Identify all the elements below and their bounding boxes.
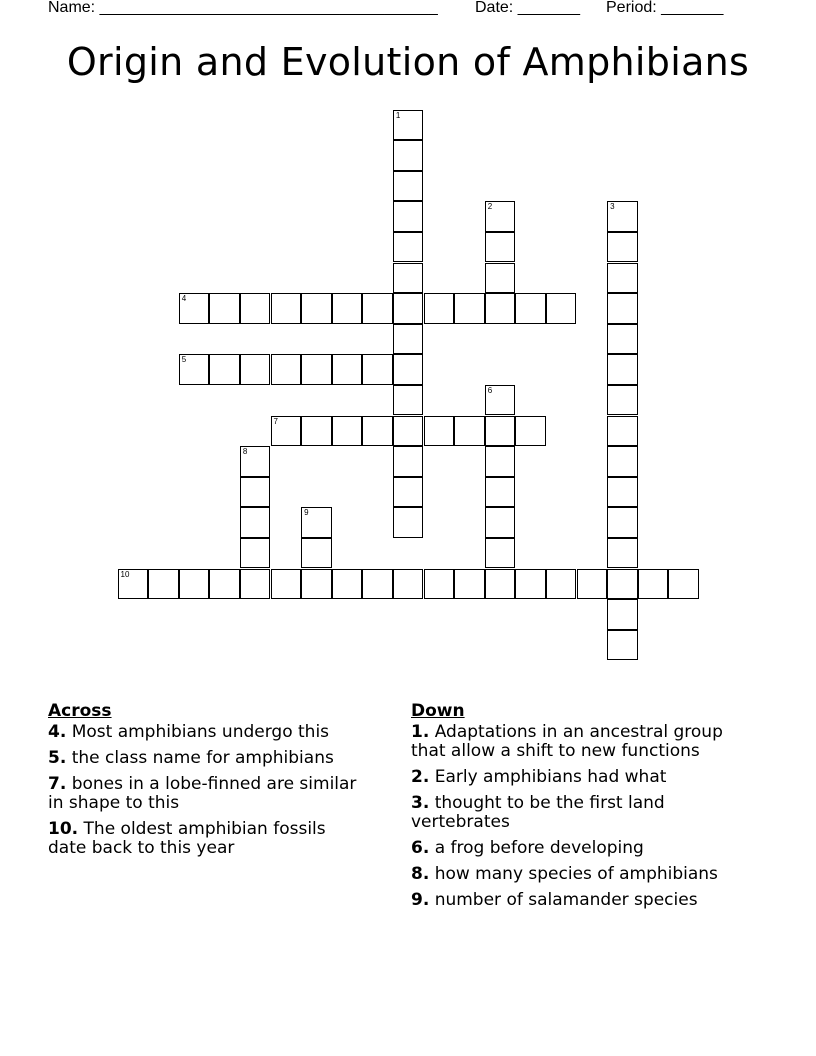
grid-cell[interactable] [515,416,546,447]
grid-cell[interactable] [607,232,638,263]
clue-across-7 [48,775,368,813]
period-field-label: Period: _______ [606,0,724,16]
grid-cell[interactable] [485,201,516,232]
grid-cell[interactable] [454,293,485,324]
across-heading: Across [48,701,112,721]
clue-down-8 [411,865,761,884]
grid-cell[interactable] [607,201,638,232]
page-title: Origin and Evolution of Amphibians [66,40,750,84]
grid-cell[interactable] [393,569,424,600]
grid-cell[interactable] [393,354,424,385]
clue-down-6 [411,839,761,858]
grid-cell[interactable] [332,293,363,324]
clue-text: The oldest amphibian fossils date back to this year [48,819,326,858]
grid-cell[interactable] [485,293,516,324]
cell-number: 7 [273,416,278,426]
clue-number: 3. [411,793,430,813]
cell-number: 6 [487,385,493,395]
grid-cell[interactable] [638,569,669,600]
grid-cell[interactable] [607,538,638,569]
grid-cell[interactable] [271,354,302,385]
grid-cell[interactable] [301,293,332,324]
grid-cell[interactable] [362,354,393,385]
grid-cell[interactable] [393,324,424,355]
grid-cell[interactable] [240,569,271,600]
grid-cell[interactable] [485,446,516,477]
grid-cell[interactable] [424,569,455,600]
grid-cell[interactable] [607,599,638,630]
grid-cell[interactable] [424,293,455,324]
clue-text: a frog before developing [434,838,644,858]
grid-cell[interactable] [179,569,210,600]
grid-cell[interactable] [240,446,271,477]
grid-cell[interactable] [301,538,332,569]
clue-text: Early amphibians had what [434,767,667,787]
grid-cell[interactable] [362,416,393,447]
grid-cell[interactable] [240,293,271,324]
grid-cell[interactable] [301,569,332,600]
down-heading: Down [411,701,465,721]
grid-cell[interactable] [301,354,332,385]
grid-cell[interactable] [515,569,546,600]
grid-cell[interactable] [485,507,516,538]
grid-cell[interactable] [301,416,332,447]
grid-cell[interactable] [607,416,638,447]
grid-cell[interactable] [393,140,424,171]
clue-down-1 [411,723,761,761]
clue-text: the class name for amphibians [71,748,334,768]
grid-cell[interactable] [393,171,424,202]
grid-cell[interactable] [577,569,608,600]
grid-cell[interactable] [607,569,638,600]
grid-cell[interactable] [607,354,638,385]
grid-cell[interactable] [240,477,271,508]
grid-cell[interactable] [393,293,424,324]
grid-cell[interactable] [485,232,516,263]
grid-cell[interactable] [393,416,424,447]
grid-cell[interactable] [393,446,424,477]
grid-cell[interactable] [607,263,638,294]
cell-number: 3 [610,202,615,212]
clue-down-2 [411,768,761,787]
grid-cell[interactable] [668,569,699,600]
grid-cell[interactable] [240,354,271,385]
grid-cell[interactable] [485,569,516,600]
clue-number: 7. [48,774,67,794]
clue-number: 5. [48,748,67,768]
grid-cell[interactable] [209,569,240,600]
grid-cell[interactable] [179,354,210,385]
grid-cell[interactable] [424,416,455,447]
name-field-label: Name: ______________________________________ [48,0,438,16]
grid-cell[interactable] [332,354,363,385]
clue-down-3 [411,794,761,832]
clue-across-5 [48,749,368,768]
date-field-label: Date: _______ [475,0,580,16]
grid-cell[interactable] [546,569,577,600]
grid-cell[interactable] [393,201,424,232]
grid-cell[interactable] [271,293,302,324]
grid-cell[interactable] [485,263,516,294]
clue-down-9 [411,891,761,910]
grid-cell[interactable] [607,293,638,324]
clue-text: number of salamander species [434,890,698,910]
grid-cell[interactable] [148,569,179,600]
grid-cell[interactable] [362,569,393,600]
grid-cell[interactable] [393,110,424,141]
grid-cell[interactable] [332,569,363,600]
cell-number: 1 [395,110,401,120]
grid-cell[interactable] [454,569,485,600]
grid-cell[interactable] [485,416,516,447]
grid-cell[interactable] [332,416,363,447]
grid-cell[interactable] [301,507,332,538]
grid-cell[interactable] [271,416,302,447]
grid-cell[interactable] [454,416,485,447]
clue-number: 2. [411,767,430,787]
grid-cell[interactable] [209,354,240,385]
grid-cell[interactable] [607,385,638,416]
grid-cell[interactable] [393,477,424,508]
grid-cell[interactable] [485,538,516,569]
grid-cell[interactable] [393,385,424,416]
grid-cell[interactable] [546,293,577,324]
clue-text: Most amphibians undergo this [71,722,330,742]
grid-cell[interactable] [362,293,393,324]
clue-number: 6. [411,838,430,858]
grid-cell[interactable] [393,507,424,538]
grid-cell[interactable] [485,385,516,416]
grid-cell[interactable] [209,293,240,324]
down-clues [411,702,761,917]
grid-cell[interactable] [607,446,638,477]
cell-number: 4 [181,294,187,304]
cell-number: 5 [181,355,187,365]
grid-cell[interactable] [607,324,638,355]
clue-text: thought to be the first land vertebrates [411,793,665,832]
clue-across-4 [48,723,368,742]
grid-cell[interactable] [393,263,424,294]
clue-number: 8. [411,864,430,884]
clue-text: bones in a lobe-finned are similar in shape to this [48,774,357,813]
clue-across-10 [48,820,368,858]
cell-number: 9 [304,508,309,518]
clue-number: 9. [411,890,430,910]
grid-cell[interactable] [607,477,638,508]
clue-number: 1. [411,722,430,742]
across-clues [48,702,368,865]
grid-cell[interactable] [607,507,638,538]
clue-text: how many species of amphibians [434,864,718,884]
grid-cell[interactable] [179,293,210,324]
clue-number: 4. [48,722,67,742]
cell-number: 2 [487,202,493,212]
grid-cell[interactable] [393,232,424,263]
cell-number: 10 [120,569,130,579]
grid-cell[interactable] [118,569,149,600]
cell-number: 8 [242,447,248,457]
grid-cell[interactable] [485,477,516,508]
grid-cell[interactable] [515,293,546,324]
grid-cell[interactable] [240,538,271,569]
grid-cell[interactable] [240,507,271,538]
grid-cell[interactable] [607,630,638,661]
grid-cell[interactable] [271,569,302,600]
clue-text: Adaptations in an ancestral group that allow a shift to new functions [411,722,723,761]
clue-number: 10. [48,819,79,839]
